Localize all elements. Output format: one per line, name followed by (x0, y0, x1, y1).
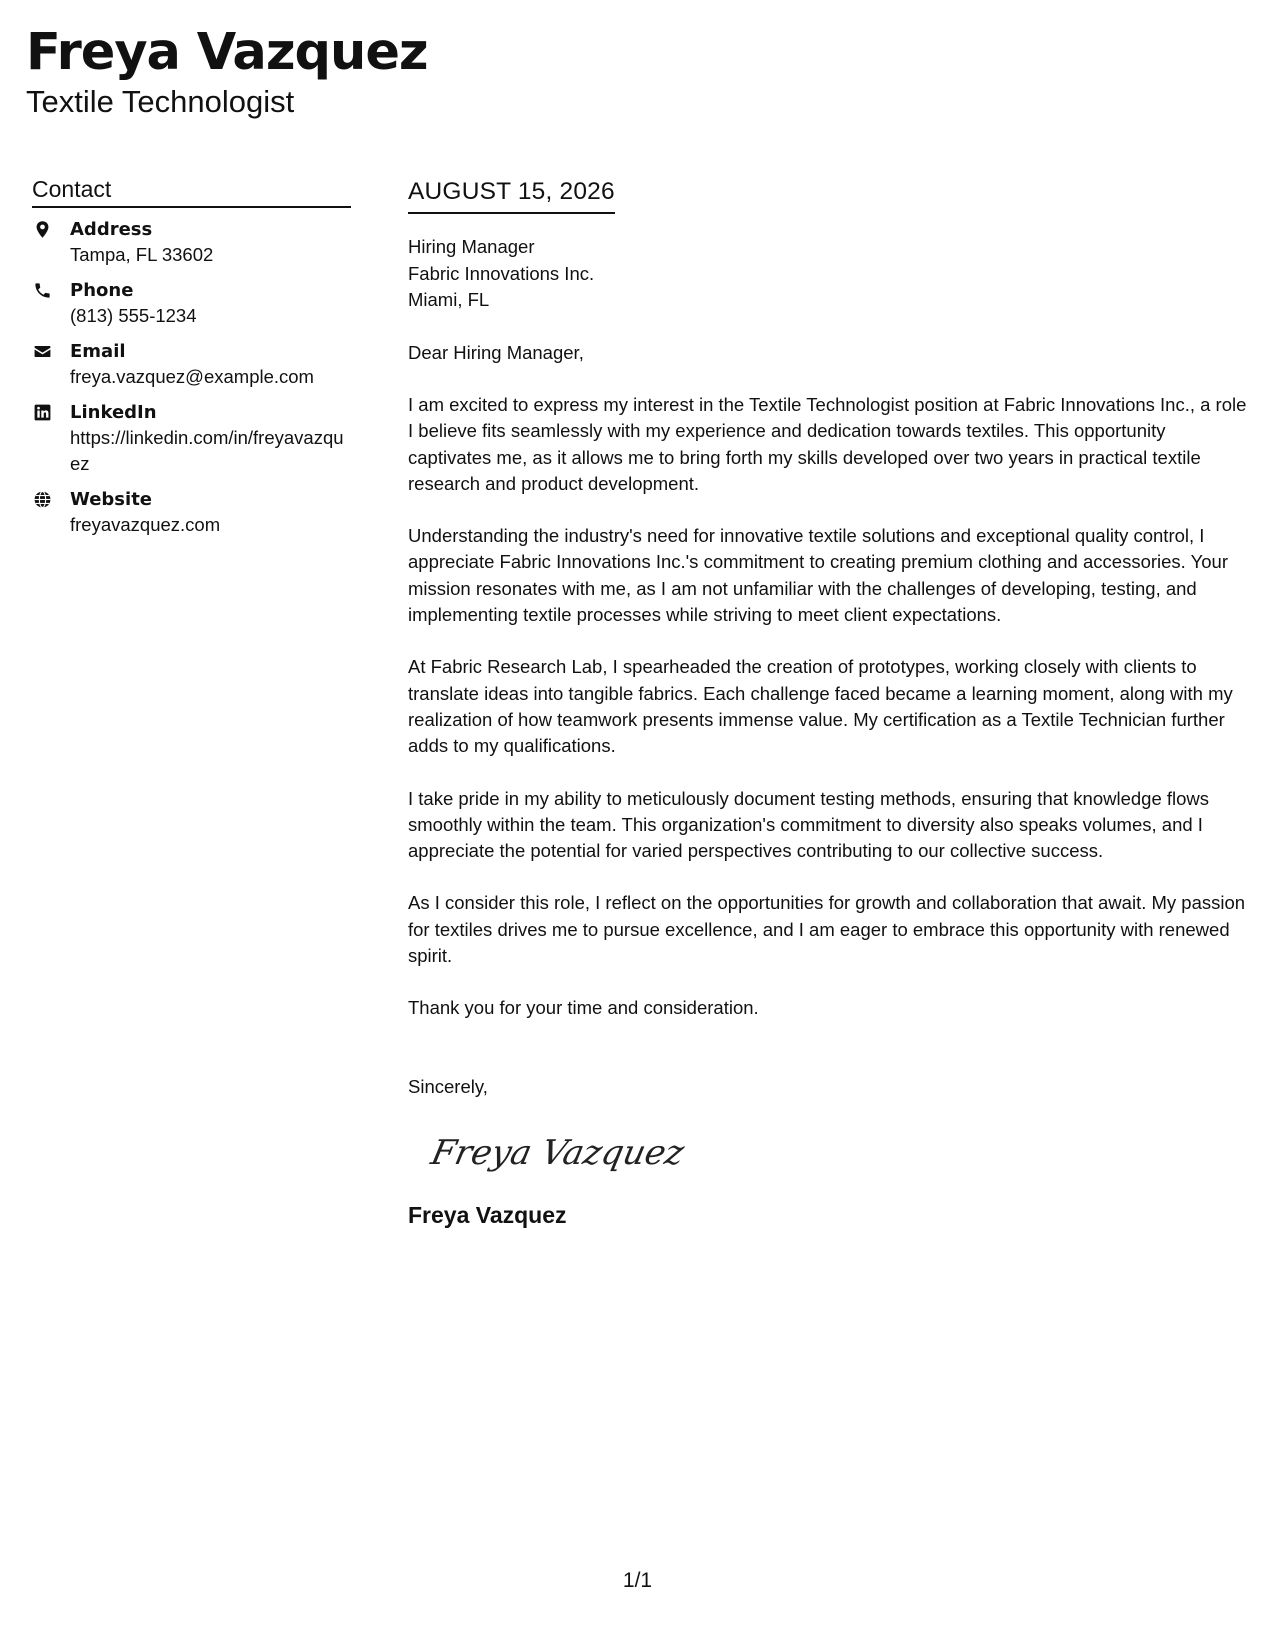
letter-paragraph: At Fabric Research Lab, I spearheaded the creation of prototypes, working closely with clients to translate ideas into tangible fabrics. Each challenge faced became a learning moment, along with my realization of how teamwork presents immense value. My certification as a Textile Technician further adds to my qualifications. (408, 656, 1233, 757)
contact-item-email (32, 340, 351, 390)
contact-item-linkedin (32, 401, 351, 477)
globe-icon (32, 489, 52, 509)
location-pin-icon (32, 219, 52, 239)
recipient-line: Miami, FL (408, 289, 490, 310)
applicant-title: Textile Technologist (26, 84, 295, 119)
contact-value-address: Tampa, FL 33602 (70, 244, 214, 265)
recipient-block (408, 234, 1253, 314)
header (26, 22, 428, 120)
contact-value-email[interactable]: freya.vazquez@example.com (70, 366, 314, 387)
linkedin-icon (32, 402, 52, 422)
contact-item-address (32, 218, 351, 268)
letter-closing: Sincerely, (408, 1075, 488, 1097)
contact-label-website: Website (70, 489, 153, 510)
contact-label-address: Address (70, 219, 153, 240)
recipient-line: Fabric Innovations Inc. (408, 262, 595, 284)
letter-date: AUGUST 15, 2026 (408, 176, 615, 214)
contact-sidebar (32, 174, 351, 549)
applicant-name: Freya Vazquez (26, 23, 428, 82)
letter-paragraph: I am excited to express my interest in the Textile Technologist position at Fabric Innovations Inc., a role I believe fits seamlessly with my experience and dedication towards textiles. This opportunity captivates me, as it allows me to bring forth my skills developed over two years in practical textile research and product development. (408, 394, 1247, 494)
contact-item-website (32, 488, 351, 538)
contact-label-linkedin: LinkedIn (70, 402, 157, 423)
contact-list (32, 218, 351, 538)
contact-label-email: Email (70, 341, 126, 362)
signature-text: Freya Vazquez (427, 1133, 688, 1174)
handwritten-signature (428, 1124, 1253, 1194)
contact-value-website[interactable]: freyavazquez.com (70, 514, 221, 535)
contact-label-phone: Phone (70, 280, 134, 301)
letter-paragraph: Understanding the industry's need for innovative textile solutions and exceptional quality control, I appreciate Fabric Innovations Inc.'s commitment to creating premium clothing and accessories. Your mission resonates with me, as I am not unfamiliar with the challenges of developing, testing, and implementing textile processes while striving to meet client expectations. (408, 525, 1228, 626)
letter-body (408, 176, 1253, 1230)
letter-paragraph: As I consider this role, I reflect on the opportunities for growth and collaboration that await. My passion for textiles drives me to pursue excellence, and I am eager to embrace this opportunity with renewed spirit. (408, 892, 1246, 967)
letter-paragraph: Thank you for your time and consideration. (408, 997, 759, 1019)
email-icon (32, 341, 52, 361)
page-number: 1/1 (622, 1569, 653, 1592)
contact-section-title: Contact (32, 174, 351, 208)
letter-greeting: Dear Hiring Manager, (408, 341, 584, 363)
contact-value-linkedin[interactable]: https://linkedin.com/in/freyavazquez (70, 427, 344, 474)
contact-value-phone[interactable]: (813) 555-1234 (70, 305, 197, 326)
contact-item-phone (32, 279, 351, 329)
recipient-line: Hiring Manager (408, 236, 535, 257)
signer-name: Freya Vazquez (408, 1202, 567, 1229)
letter-paragraph: I take pride in my ability to meticulously document testing methods, ensuring that knowledge flows smoothly within the team. This organization's commitment to diversity also speaks volumes, and I appreciate the potential for varied perspectives contributing to our collective success. (408, 787, 1210, 862)
phone-icon (32, 280, 52, 300)
